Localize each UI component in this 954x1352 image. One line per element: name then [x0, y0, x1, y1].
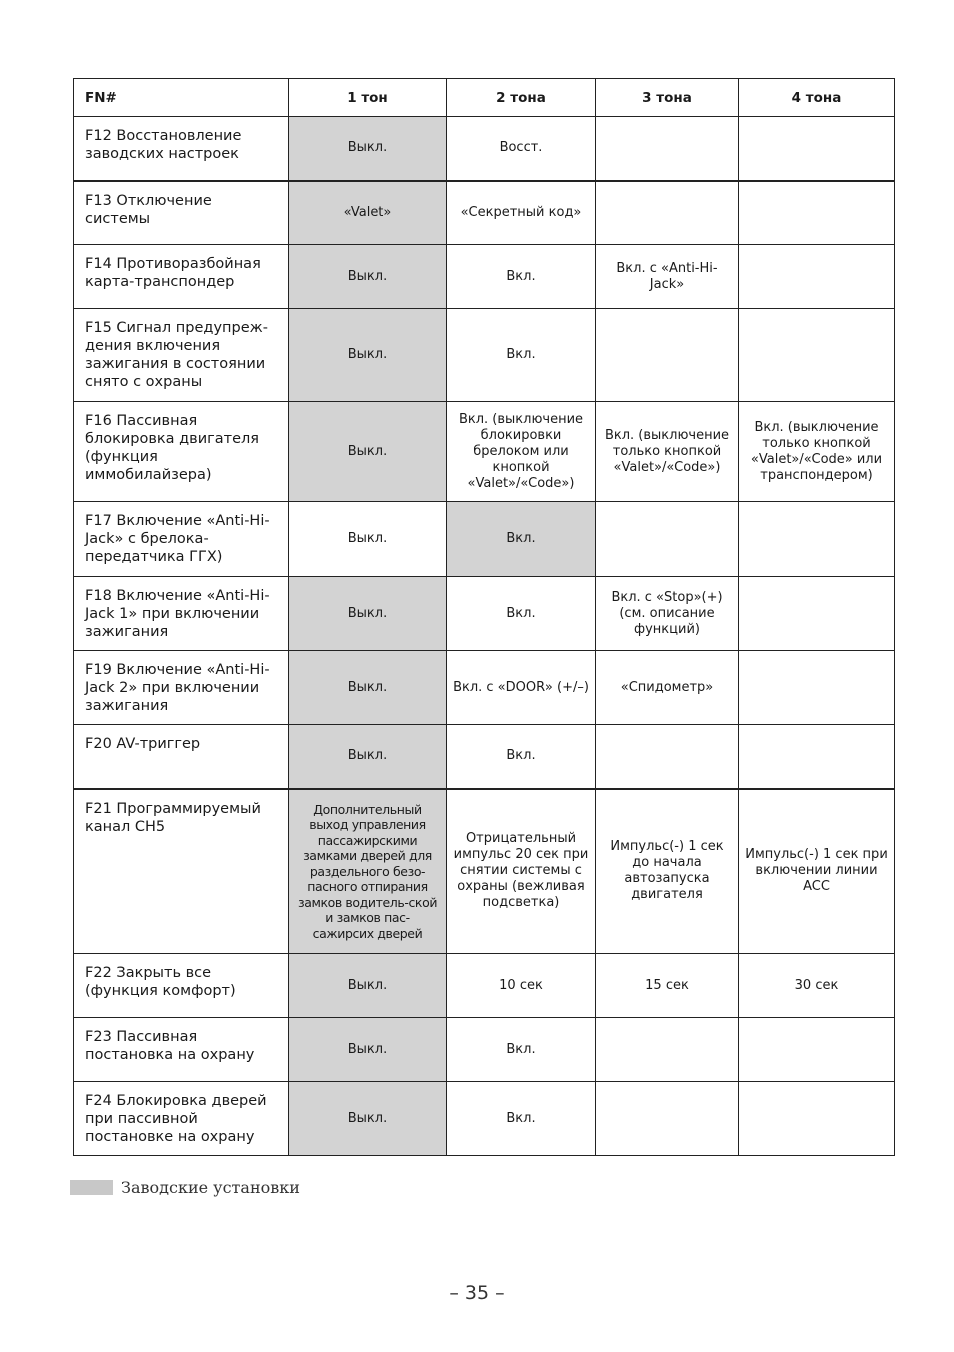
- function-name: F17 Включение «Anti-Hi-Jack» с брелока-передатчика ГГХ): [74, 502, 289, 577]
- header-tone-3: 3 тона: [596, 79, 739, 117]
- tone-2-cell: Вкл. с «DOOR» (+/–): [447, 651, 596, 725]
- function-name: F20 AV-триггер: [74, 725, 289, 789]
- tone-2-cell: Вкл.: [447, 309, 596, 402]
- tone-1-cell: Выкл.: [289, 402, 447, 502]
- tone-3-cell: «Спидометр»: [596, 651, 739, 725]
- tone-4-cell: [739, 309, 895, 402]
- tone-4-cell: 30 сек: [739, 954, 895, 1018]
- tone-1-cell: Выкл.: [289, 309, 447, 402]
- tone-4-cell: [739, 577, 895, 651]
- tone-2-cell: Восст.: [447, 117, 596, 181]
- table-row: [74, 725, 895, 789]
- tone-4-cell: [739, 725, 895, 789]
- function-name: F15 Сигнал предупреж-дения включения зажигания в состоянии снято с охраны: [74, 309, 289, 402]
- tone-1-cell: Выкл.: [289, 1018, 447, 1082]
- table-row: [74, 181, 895, 245]
- header-tone-2: 2 тона: [447, 79, 596, 117]
- tone-4-cell: [739, 1018, 895, 1082]
- table-row: [74, 309, 895, 402]
- table-row: [74, 1018, 895, 1082]
- tone-4-cell: [739, 117, 895, 181]
- tone-1-cell: Выкл.: [289, 1082, 447, 1156]
- function-name: F16 Пассивная блокировка двигателя (функция иммобилайзера): [74, 402, 289, 502]
- tone-3-cell: Вкл. (выключение только кнопкой «Valet»/«Code»): [596, 402, 739, 502]
- table-row: [74, 789, 895, 954]
- tone-2-cell: Вкл.: [447, 502, 596, 577]
- tone-3-cell: [596, 1082, 739, 1156]
- tone-3-cell: [596, 502, 739, 577]
- function-name: F24 Блокировка дверей при пассивной постановке на охрану: [74, 1082, 289, 1156]
- table-row: [74, 954, 895, 1018]
- tone-1-cell: Выкл.: [289, 502, 447, 577]
- function-name: F19 Включение «Anti-Hi-Jack 2» при включении зажигания: [74, 651, 289, 725]
- table-header-row: [74, 79, 895, 117]
- tone-2-cell: Вкл. (выключение блокировки брелоком или кнопкой «Valet»/«Code»): [447, 402, 596, 502]
- legend-swatch: [70, 1180, 113, 1195]
- function-settings-table: [73, 78, 895, 1156]
- tone-1-cell: Выкл.: [289, 651, 447, 725]
- tone-1-cell: Выкл.: [289, 577, 447, 651]
- tone-1-cell: Выкл.: [289, 117, 447, 181]
- tone-2-cell: Вкл.: [447, 245, 596, 309]
- tone-3-cell: Вкл. с «Stop»(+) (см. описание функций): [596, 577, 739, 651]
- tone-4-cell: Вкл. (выключение только кнопкой «Valet»/«Code» или транспондером): [739, 402, 895, 502]
- function-name: F14 Противоразбойная карта-транспондер: [74, 245, 289, 309]
- table-row: [74, 651, 895, 725]
- tone-3-cell: Импульс(-) 1 сек до начала автозапуска двигателя: [596, 789, 739, 954]
- function-name: F12 Восстановление заводских настроек: [74, 117, 289, 181]
- tone-2-cell: 10 сек: [447, 954, 596, 1018]
- tone-3-cell: [596, 309, 739, 402]
- tone-1-cell: Выкл.: [289, 245, 447, 309]
- table-row: [74, 502, 895, 577]
- tone-4-cell: [739, 181, 895, 245]
- page-number: – 35 –: [449, 1282, 505, 1304]
- tone-3-cell: [596, 1018, 739, 1082]
- function-name: F22 Закрыть все (функция комфорт): [74, 954, 289, 1018]
- tone-4-cell: [739, 245, 895, 309]
- tone-2-cell: Вкл.: [447, 725, 596, 789]
- function-name: F13 Отключение системы: [74, 181, 289, 245]
- tone-2-cell: Вкл.: [447, 1018, 596, 1082]
- tone-2-cell: «Секретный код»: [447, 181, 596, 245]
- tone-3-cell: Вкл. с «Anti-Hi-Jack»: [596, 245, 739, 309]
- tone-2-cell: Вкл.: [447, 1082, 596, 1156]
- table-row: [74, 117, 895, 181]
- tone-4-cell: Импульс(-) 1 сек при включении линии ACC: [739, 789, 895, 954]
- function-name: F18 Включение «Anti-Hi-Jack 1» при включении зажигания: [74, 577, 289, 651]
- table-row: [74, 577, 895, 651]
- tone-1-cell: Выкл.: [289, 725, 447, 789]
- table-row: [74, 402, 895, 502]
- tone-4-cell: [739, 1082, 895, 1156]
- tone-1-cell: Дополнительный выход управления пассажирскими замками дверей для раздельного безо-пасного отпирания замков водитель-ской и замков пас-сажирсих дверей: [289, 789, 447, 954]
- tone-1-cell: Выкл.: [289, 954, 447, 1018]
- function-name: F21 Программируемый канал CH5: [74, 789, 289, 954]
- tone-3-cell: [596, 117, 739, 181]
- tone-3-cell: [596, 725, 739, 789]
- legend-label: Заводские установки: [121, 1178, 300, 1197]
- header-tone-1: 1 тон: [289, 79, 447, 117]
- table-row: [74, 245, 895, 309]
- tone-4-cell: [739, 502, 895, 577]
- tone-3-cell: [596, 181, 739, 245]
- header-fn: FN#: [74, 79, 289, 117]
- tone-2-cell: Вкл.: [447, 577, 596, 651]
- legend: [70, 1178, 300, 1197]
- header-tone-4: 4 тона: [739, 79, 895, 117]
- tone-4-cell: [739, 651, 895, 725]
- tone-2-cell: Отрицательный импульс 20 сек при снятии системы с охраны (вежливая подсветка): [447, 789, 596, 954]
- function-name: F23 Пассивная постановка на охрану: [74, 1018, 289, 1082]
- tone-3-cell: 15 сек: [596, 954, 739, 1018]
- tone-1-cell: «Valet»: [289, 181, 447, 245]
- table-row: [74, 1082, 895, 1156]
